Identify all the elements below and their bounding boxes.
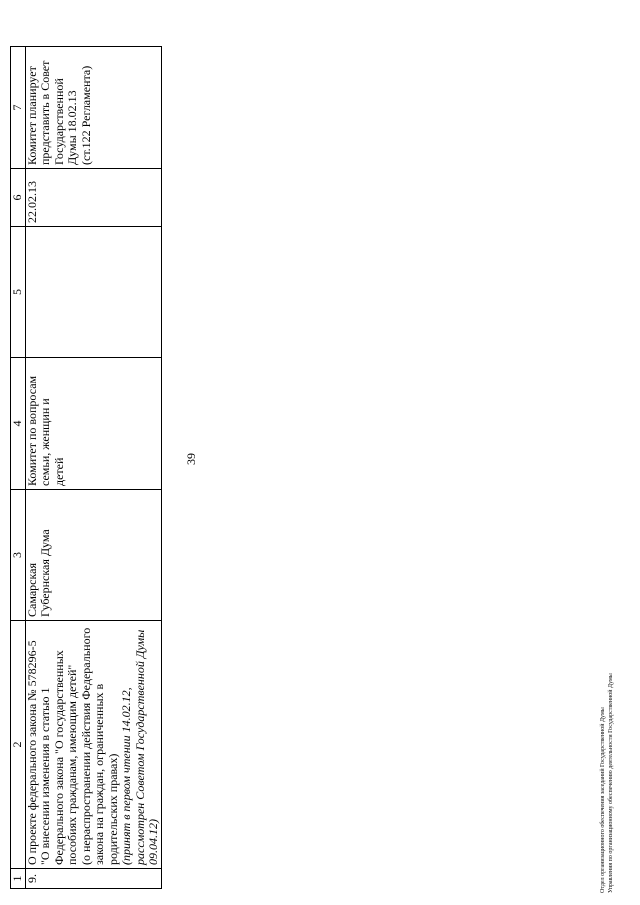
- description-line: (о нераспространении действия Федерального: [78, 627, 93, 865]
- description-line: Федерального закона "О государственных: [51, 650, 66, 865]
- initiator-cell: [25, 490, 161, 621]
- description-line: родительских правах): [105, 753, 120, 865]
- footer-line: Отдел организационного обеспечения заседаний Государственной Думы: [600, 707, 606, 893]
- note-line: Государственной: [51, 78, 66, 165]
- footer-line: Управления по организационному обеспечению деятельности Государственной Думы: [607, 673, 614, 893]
- description-italic-line: (принят в первом чтении 14.02.12,: [119, 687, 133, 865]
- note-line: представить в Совет: [38, 60, 52, 165]
- header-cell: 3: [11, 490, 26, 621]
- description-line: О проекте федерального закона № 578296-5: [24, 640, 39, 865]
- header-cell: 2: [11, 621, 26, 869]
- header-cell: 5: [11, 227, 26, 358]
- committee-line: детей: [51, 457, 66, 486]
- header-cell: 1: [11, 869, 26, 889]
- note-line: Комитет планирует: [24, 66, 39, 165]
- committee-cell: [25, 358, 161, 490]
- header-cell: 7: [11, 47, 26, 169]
- page-number: 39: [184, 453, 198, 465]
- description-line: пособиях гражданам, имеющим детей": [65, 664, 79, 865]
- header-cell: 4: [11, 358, 26, 490]
- committee-line: семьи, женщин и: [38, 398, 52, 486]
- header-cell: 6: [11, 169, 26, 227]
- description-line: "О внесении изменения в статью 1: [38, 687, 52, 865]
- note-line: Думы 18.02.13: [65, 90, 79, 165]
- bills-table: [10, 46, 162, 889]
- note-cell: [25, 47, 161, 169]
- initiator-line: Губернская Дума: [38, 529, 52, 617]
- committee-line: Комитет по вопросам: [24, 375, 39, 486]
- col5-cell: [25, 227, 161, 358]
- description-italic-line: рассмотрен Советом Государственной Думы: [132, 629, 147, 865]
- table-row: [25, 47, 161, 889]
- footer: [600, 673, 615, 893]
- date-cell: 22.02.13: [25, 169, 161, 227]
- note-line: (ст.122 Регламента): [78, 65, 93, 165]
- row-number: 9.: [25, 869, 161, 889]
- header-row: [11, 47, 26, 889]
- bill-description: [25, 621, 161, 869]
- description-italic-line: 09.04.12): [146, 819, 160, 865]
- description-line: закона на граждан, ограниченных в: [92, 683, 106, 865]
- initiator-line: Самарская: [24, 563, 39, 617]
